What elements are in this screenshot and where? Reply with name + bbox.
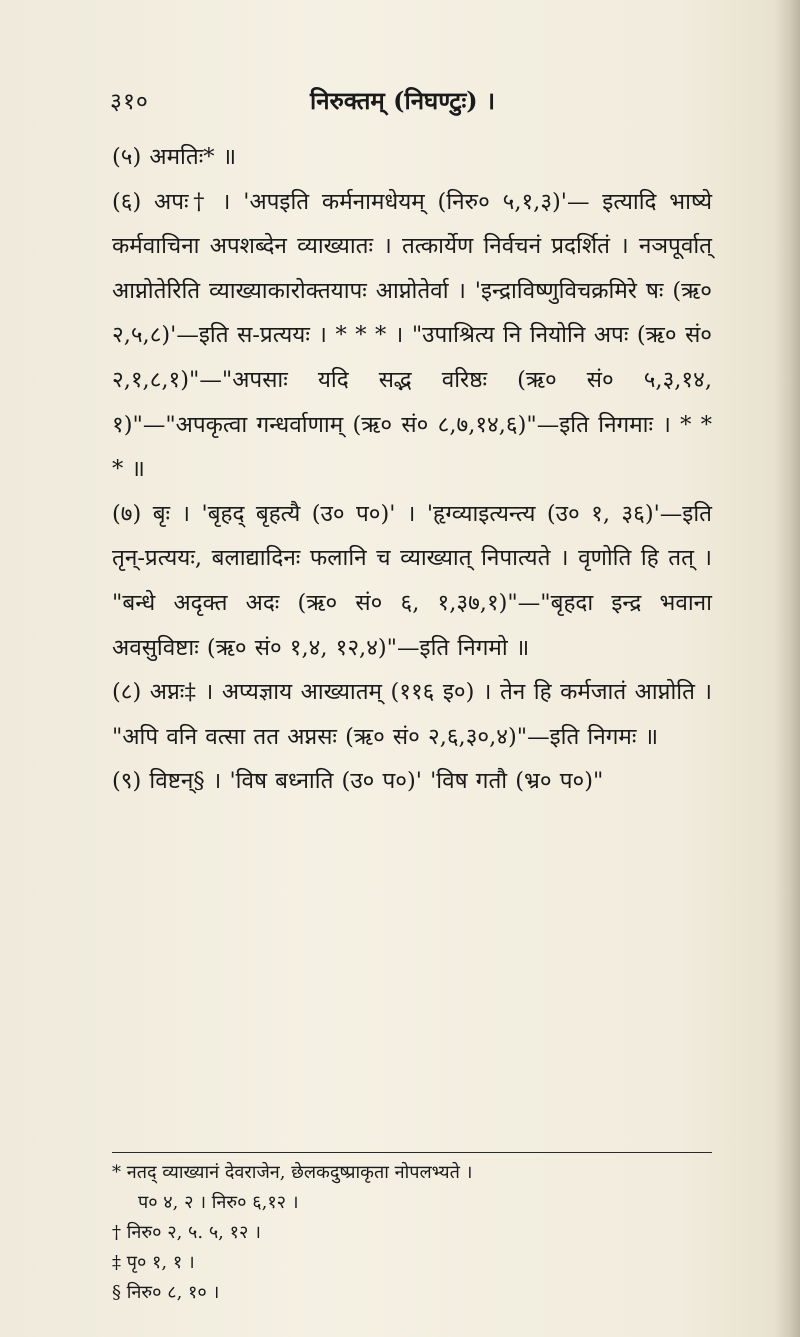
body-text	[112, 135, 712, 804]
page-number: ३१०	[110, 89, 149, 115]
paragraph-7: (७) बृः । 'बृहद् बृहत्यै (उ० प०)' । 'हृग्व्याइत्यन्त्य (उ० १, ३६)'—इति तृन्-प्रत्ययः, बलाद्यादिनः फलानि च व्याख्यात् निपात्यते । वृणोति हि तत् । "बन्धे अदृक्त अदः (ऋ० सं० ६, १,३७,१)"—"बृहदा इन्द्र भवाना अवसुविष्टाः (ऋ० सं० १,४, १२,४)"—इति निगमो ॥	[112, 500, 712, 661]
footnote-1-continued: प० ४, २ । निरु० ६,१२ ।	[138, 1192, 299, 1213]
paragraph-6: (६) अपः† । 'अपइति कर्मनामधेयम् (निरु० ५,१,३)'— इत्यादि भाष्ये कर्मवाचिना अपशब्देन व्याख्यातः । तत्कार्येण निर्वचनं प्रदर्शितं । नञपूर्वात् आप्नोतेरिति व्याख्याकारोक्तयापः आप्नोतेर्वा । 'इन्द्राविष्णुविचक्रमिरे षः (ऋ० २,५,८)'—इति स-प्रत्ययः । * * * । "उपाश्रित्य नि नियोनि अपः (ऋ० सं० २,१,८,१)"—"अपसाः यदि सद्भ वरिष्ठः (ऋ० सं० ५,३,१४, १)"—"अपकृत्वा गन्धर्वाणाम् (ऋ० सं० ८,७,१४,६)"—इति निगमाः । * * * ॥	[112, 188, 712, 483]
running-title: निरुक्तम् (निघण्टुः) ।	[310, 86, 496, 115]
paragraph-5: (५) अमतिः* ॥	[112, 144, 237, 170]
footnote-rule	[112, 1152, 712, 1153]
footnote-3: ‡ पृ० १, १ ।	[112, 1252, 195, 1273]
paragraph-9: (९) विष्टन्§ । 'विष बध्नाति (उ० प०)' 'विष गतौ (भ्र० प०)"	[112, 768, 604, 795]
footnote-1: * नतद् व्याख्यानं देवराजेन, छेलकदुष्प्राकृता नोपलभ्यते ।	[112, 1162, 473, 1183]
footnotes	[112, 1158, 712, 1308]
scan-edge	[774, 0, 800, 1337]
footnote-2: † निरु० २, ५. ५, १२ ।	[112, 1222, 261, 1243]
footnote-4: § निरु० ८, १० ।	[112, 1282, 220, 1303]
paragraph-8: (८) अप्नः‡ । अप्यज्ञाय आख्यातम् (११६ इ०) । तेन हि कर्मजातं आप्नोति । "अपि वनि वत्सा तत अप्नसः (ऋ० सं० २,६,३०,४)"—इति निगमः ॥	[112, 679, 712, 750]
page-header	[110, 84, 710, 120]
